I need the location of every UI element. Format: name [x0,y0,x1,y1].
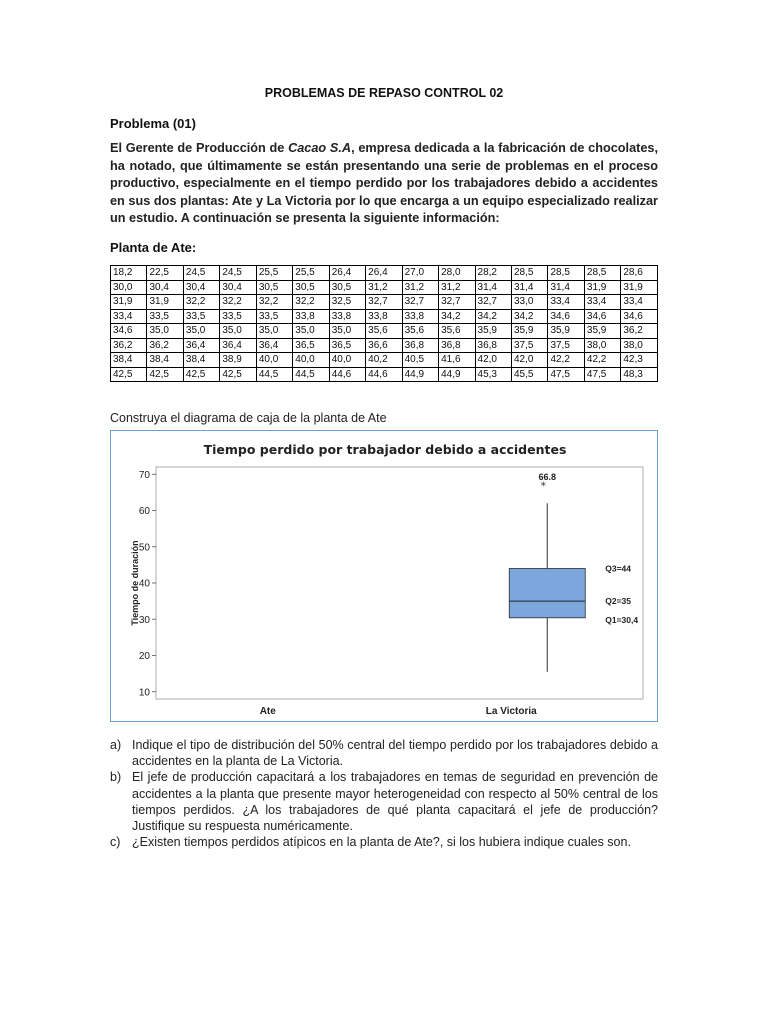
question-text: Indique el tipo de distribución del 50% central del tiempo perdido por los trabajadores debido a accidentes en la planta de La Victoria. [132,738,658,769]
table-cell: 25,5 [293,266,329,281]
table-row [111,309,658,324]
table-cell: 33,4 [111,309,147,324]
table-cell: 42,3 [621,353,658,368]
table-cell: 33,8 [366,309,402,324]
table-cell: 24,5 [220,266,256,281]
table-cell: 33,4 [584,295,620,310]
table-cell: 33,4 [548,295,584,310]
table-cell: 33,5 [147,309,183,324]
table-cell: 24,5 [183,266,219,281]
table-cell: 36,5 [329,338,365,353]
table-cell: 38,0 [584,338,620,353]
y-axis-label: Tiempo de duración [130,540,140,626]
table-cell: 48,3 [621,367,658,382]
intro-part2: , empresa dedicada a la fabricación de chocolates, ha notado, que últimamente se están presentando una serie de problemas en el proceso productivo, especialmente en el tiempo perdido por los trabajadores debido a accidentes en sus dos plantas: Ate y La Victoria por lo que encarga a un equipo especializado realizar un estudio. A continuación se presenta la siguiente información: [110,141,658,226]
table-cell: 30,0 [111,280,147,295]
question-text: El jefe de producción capacitará a los trabajadores en temas de seguridad en prevención de accidentes a la planta que presente mayor heterogeneidad con respecto al 50% central de los tiempos perdidos. ¿A los trabajadores de qué planta capacitará el jefe de producción? Justifique su respuesta numéricamente. [132,770,658,834]
table-cell: 35,9 [511,324,547,339]
table-cell: 30,5 [329,280,365,295]
table-cell: 42,5 [220,367,256,382]
table-cell: 34,6 [621,309,658,324]
y-tick-label: 60 [138,506,150,517]
table-cell: 35,9 [475,324,511,339]
table-cell: 45,3 [475,367,511,382]
question-marker: c) [110,835,121,850]
table-cell: 32,2 [256,295,292,310]
table-cell: 36,5 [293,338,329,353]
table-cell: 35,0 [183,324,219,339]
y-tick-label: 50 [138,542,150,554]
table-cell: 28,2 [475,266,511,281]
table-cell: 32,2 [293,295,329,310]
table-cell: 32,7 [439,295,475,310]
company-name: Cacao S.A [288,141,352,155]
table-cell: 31,4 [511,280,547,295]
y-axis-ticks [139,470,156,699]
table-cell: 28,5 [548,266,584,281]
table-cell: 42,5 [183,367,219,382]
table-cell: 33,8 [293,309,329,324]
table-cell: 35,6 [439,324,475,339]
table-cell: 36,6 [366,338,402,353]
table-cell: 38,4 [183,353,219,368]
table-cell: 40,5 [402,353,438,368]
table-cell: 31,2 [402,280,438,295]
table-cell: 47,5 [548,367,584,382]
document-title: PROBLEMAS DE REPASO CONTROL 02 [264,86,504,100]
table-cell: 30,5 [256,280,292,295]
y-tick-label: 70 [138,469,150,481]
x-tick-label: Ate [259,706,276,717]
table-cell: 42,2 [548,353,584,368]
iqr-box [509,569,585,618]
table-cell: 47,5 [584,367,620,382]
table-cell: 35,0 [220,324,256,339]
table-cell: 32,7 [402,295,438,310]
table-cell: 35,9 [548,324,584,339]
table-cell: 40,0 [293,353,329,368]
table-row [111,324,658,339]
table-cell: 32,7 [475,295,511,310]
table-cell: 31,9 [584,280,620,295]
table-cell: 36,2 [621,324,658,339]
table-cell: 35,0 [293,324,329,339]
table-cell: 30,4 [220,280,256,295]
table-cell: 44,5 [256,367,292,382]
table-row [111,280,658,295]
table-cell: 31,9 [111,295,147,310]
q3-label: Q3=44 [605,563,632,574]
table-cell: 34,2 [511,309,547,324]
table-cell: 35,0 [329,324,365,339]
table-cell: 31,2 [439,280,475,295]
intro-paragraph [110,140,658,228]
table-cell: 33,5 [220,309,256,324]
table-cell: 33,8 [402,309,438,324]
x-axis-labels [260,706,537,717]
table-cell: 28,6 [621,266,658,281]
table-cell: 35,6 [366,324,402,339]
table-cell: 32,2 [220,295,256,310]
table-cell: 42,5 [147,367,183,382]
table-cell: 42,0 [475,353,511,368]
table-cell: 40,0 [256,353,292,368]
instruction-text: Construya el diagrama de caja de la planta de Ate [110,411,387,425]
outlier-marker: * [540,479,546,493]
x-tick-label: La Victoria [485,706,537,717]
data-table [110,265,658,382]
table-cell: 35,6 [402,324,438,339]
table-cell: 36,8 [402,338,438,353]
table-cell: 33,0 [511,295,547,310]
table-row [111,266,658,281]
table-cell: 28,0 [439,266,475,281]
table-cell: 45,5 [511,367,547,382]
table-cell: 44,9 [439,367,475,382]
y-tick-label: 10 [138,687,150,699]
table-cell: 32,2 [183,295,219,310]
table-cell: 28,5 [584,266,620,281]
table-cell: 30,4 [183,280,219,295]
table-cell: 31,9 [147,295,183,310]
question-item [110,834,658,850]
boxplot-svg [111,431,657,721]
q2-label: Q2=35 [605,596,632,607]
table-cell: 30,4 [147,280,183,295]
table-cell: 44,6 [329,367,365,382]
table-cell: 34,2 [475,309,511,324]
table-cell: 31,9 [621,280,658,295]
table-cell: 41,6 [439,353,475,368]
table-cell: 33,4 [621,295,658,310]
outlier-label: 66.8 [538,471,557,482]
table-cell: 32,7 [366,295,402,310]
table-cell: 38,9 [220,353,256,368]
table-cell: 26,4 [366,266,402,281]
table-cell: 27,0 [402,266,438,281]
y-tick-label: 30 [138,614,150,626]
table-cell: 34,6 [548,309,584,324]
table-cell: 44,5 [293,367,329,382]
question-item [110,769,658,834]
table-row [111,353,658,368]
table-cell: 37,5 [511,338,547,353]
table-cell: 37,5 [548,338,584,353]
table-cell: 38,0 [621,338,658,353]
table-cell: 28,5 [511,266,547,281]
table-row [111,367,658,382]
question-text: ¿Existen tiempos perdidos atípicos en la planta de Ate?, si los hubiera indique cuales son. [132,835,631,850]
table-cell: 30,5 [293,280,329,295]
table-cell: 34,2 [439,309,475,324]
table-cell: 22,5 [147,266,183,281]
question-marker: b) [110,770,122,785]
plant-heading: Planta de Ate: [110,240,197,255]
table-cell: 36,4 [220,338,256,353]
boxplot-chart [110,430,658,722]
table-cell: 36,2 [111,338,147,353]
table-cell: 31,4 [548,280,584,295]
problem-heading: Problema (01) [110,116,196,131]
table-cell: 38,4 [147,353,183,368]
table-cell: 25,5 [256,266,292,281]
y-tick-label: 20 [138,651,150,662]
chart-title: Tiempo perdido por trabajador debido a accidentes [203,442,567,457]
table-cell: 44,6 [366,367,402,382]
table-cell: 36,4 [183,338,219,353]
table-cell: 42,5 [111,367,147,382]
table-cell: 26,4 [329,266,365,281]
table-cell: 33,5 [183,309,219,324]
table-cell: 42,2 [584,353,620,368]
table-cell: 42,0 [511,353,547,368]
question-item [110,737,658,769]
table-cell: 36,2 [147,338,183,353]
table-cell: 32,5 [329,295,365,310]
table-cell: 33,8 [329,309,365,324]
table-cell: 34,6 [111,324,147,339]
table-cell: 44,9 [402,367,438,382]
table-cell: 31,2 [366,280,402,295]
table-cell: 40,0 [329,353,365,368]
table-cell: 35,0 [256,324,292,339]
table-cell: 35,0 [147,324,183,339]
y-tick-label: 40 [138,578,150,590]
q1-label: Q1=30,4 [605,614,639,625]
table-cell: 36,4 [256,338,292,353]
table-cell: 35,9 [584,324,620,339]
table-cell: 38,4 [111,353,147,368]
table-cell: 36,8 [475,338,511,353]
intro-part1: El Gerente de Producción de [110,141,289,155]
table-cell: 31,4 [475,280,511,295]
table-row [111,295,658,310]
question-list [110,737,658,850]
table-cell: 18,2 [111,266,147,281]
question-marker: a) [110,738,122,752]
table-cell: 33,5 [256,309,292,324]
table-cell: 34,6 [584,309,620,324]
table-row [111,338,658,353]
table-cell: 36,8 [439,338,475,353]
table-cell: 40,2 [366,353,402,368]
